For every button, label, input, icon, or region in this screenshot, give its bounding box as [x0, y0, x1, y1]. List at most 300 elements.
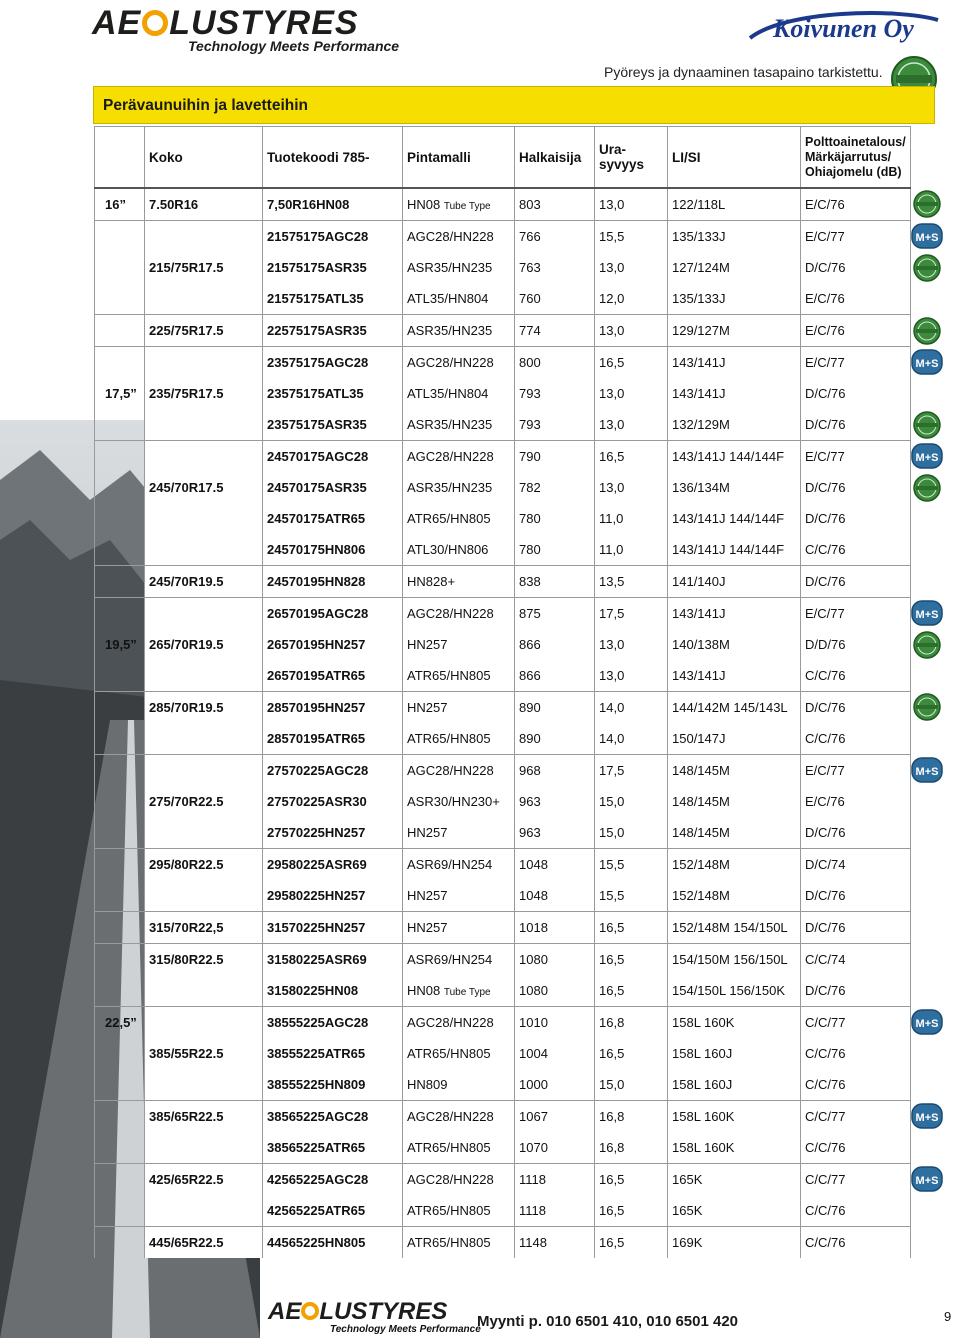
- product-code-cell: 24570175HN806: [263, 534, 403, 566]
- product-code-cell: 31580225HN08: [263, 975, 403, 1007]
- tire-size-cell: [145, 221, 263, 253]
- tread-depth-cell: 16,5: [595, 1227, 668, 1259]
- aeolus-logo: AE LUSTYRES Technology Meets Performance: [92, 4, 400, 54]
- table-row: [95, 441, 943, 473]
- tread-depth-cell: 16,5: [595, 944, 668, 976]
- tread-depth-cell: 14,0: [595, 692, 668, 724]
- product-code-cell: 27570225ASR30: [263, 786, 403, 817]
- pattern-cell: [403, 378, 515, 409]
- product-code-cell: 38555225ATR65: [263, 1038, 403, 1069]
- product-code-cell: 23575175ASR35: [263, 409, 403, 441]
- table-row: [95, 1069, 943, 1101]
- tire-size-cell: 235/75R17.5: [145, 378, 263, 409]
- tread-depth-cell: 13,5: [595, 566, 668, 598]
- diameter-cell: 793: [515, 409, 595, 441]
- pattern-cell: [403, 534, 515, 566]
- svg-text:M+S: M+S: [915, 1018, 939, 1031]
- badge-cell: [911, 1101, 943, 1133]
- pattern-name: ASR35/HN235: [407, 480, 493, 495]
- diameter-cell: 763: [515, 252, 595, 283]
- pattern-name: AGC28/HN228: [407, 229, 494, 244]
- load-speed-cell: 148/145M: [668, 817, 801, 849]
- product-code-cell: 22575175ASR35: [263, 315, 403, 347]
- product-code-cell: 38565225AGC28: [263, 1101, 403, 1133]
- load-speed-cell: 158L 160K: [668, 1132, 801, 1164]
- pattern-name: AGC28/HN228: [407, 1015, 494, 1030]
- eu-label-cell: C/C/76: [801, 534, 911, 566]
- pattern-cell: [403, 1227, 515, 1259]
- eu-label-cell: D/C/76: [801, 252, 911, 283]
- pattern-cell: [403, 755, 515, 787]
- rim-size-cell: [95, 221, 145, 253]
- table-row: [95, 409, 943, 441]
- mud-snow-badge-icon: [911, 600, 943, 626]
- rim-size-cell: [95, 1038, 145, 1069]
- col-rim: [95, 127, 145, 189]
- badge-cell: [911, 755, 943, 787]
- footer-aeolus-logo: AE LUSTYRES Technology Meets Performance: [268, 1298, 481, 1335]
- rim-size-cell: [95, 880, 145, 912]
- pattern-cell: [403, 692, 515, 724]
- eu-label-cell: D/C/76: [801, 880, 911, 912]
- tread-depth-cell: 16,5: [595, 441, 668, 473]
- pattern-cell: [403, 283, 515, 315]
- rim-size-cell: [95, 786, 145, 817]
- badge-cell: [911, 1038, 943, 1069]
- rim-size-cell: [95, 1227, 145, 1259]
- pattern-name: ATR65/HN805: [407, 731, 491, 746]
- approved-badge-icon: [913, 474, 941, 502]
- badge-cell: [911, 723, 943, 755]
- load-speed-cell: 140/138M: [668, 629, 801, 660]
- diameter-cell: 1118: [515, 1164, 595, 1196]
- pattern-name: ATR65/HN805: [407, 1203, 491, 1218]
- partner-name: Koivunen Oy: [773, 14, 914, 43]
- pattern-cell: [403, 723, 515, 755]
- pattern-name: ATL35/HN804: [407, 291, 489, 306]
- eu-label-cell: E/C/76: [801, 786, 911, 817]
- tread-depth-cell: 13,0: [595, 660, 668, 692]
- table-row: [95, 378, 943, 409]
- diameter-cell: 1080: [515, 975, 595, 1007]
- product-code-cell: 24570175ATR65: [263, 503, 403, 534]
- tire-size-cell: 265/70R19.5: [145, 629, 263, 660]
- tread-depth-cell: 16,5: [595, 912, 668, 944]
- table-row: [95, 1101, 943, 1133]
- rim-size-cell: 17,5”: [95, 378, 145, 409]
- pattern-name: ATL30/HN806: [407, 542, 489, 557]
- table-row: [95, 503, 943, 534]
- eu-label-cell: D/C/76: [801, 378, 911, 409]
- rim-size-cell: [95, 723, 145, 755]
- tire-size-cell: [145, 975, 263, 1007]
- tire-size-cell: 225/75R17.5: [145, 315, 263, 347]
- product-code-cell: 31570225HN257: [263, 912, 403, 944]
- badge-cell: [911, 660, 943, 692]
- diameter-cell: 782: [515, 472, 595, 503]
- pattern-cell: [403, 566, 515, 598]
- load-speed-cell: 158L 160K: [668, 1101, 801, 1133]
- eu-label-cell: E/C/77: [801, 221, 911, 253]
- table-row: [95, 786, 943, 817]
- eu-label-cell: D/C/74: [801, 849, 911, 881]
- tire-size-cell: [145, 409, 263, 441]
- tread-depth-cell: 16,8: [595, 1132, 668, 1164]
- tire-size-cell: [145, 660, 263, 692]
- rim-size-cell: [95, 849, 145, 881]
- table-row: [95, 472, 943, 503]
- pattern-cell: [403, 1164, 515, 1196]
- badge-cell: [911, 692, 943, 724]
- product-code-cell: 21575175ATL35: [263, 283, 403, 315]
- product-code-cell: 29580225HN257: [263, 880, 403, 912]
- svg-text:M+S: M+S: [915, 609, 939, 622]
- product-code-cell: 44565225HN805: [263, 1227, 403, 1259]
- rim-size-cell: 19,5”: [95, 629, 145, 660]
- product-code-cell: 23575175AGC28: [263, 347, 403, 379]
- diameter-cell: 1048: [515, 880, 595, 912]
- load-speed-cell: 135/133J: [668, 221, 801, 253]
- approved-badge-icon: [913, 411, 941, 439]
- product-code-cell: 24570175AGC28: [263, 441, 403, 473]
- table-row: [95, 975, 943, 1007]
- badge-cell: [911, 1164, 943, 1196]
- pattern-note: Tube Type: [443, 201, 491, 212]
- table-row: [95, 1227, 943, 1259]
- tire-size-cell: 285/70R19.5: [145, 692, 263, 724]
- eu-label-cell: C/C/74: [801, 944, 911, 976]
- rim-size-cell: [95, 1132, 145, 1164]
- diameter-cell: 1070: [515, 1132, 595, 1164]
- load-speed-cell: 122/118L: [668, 188, 801, 221]
- diameter-cell: 866: [515, 629, 595, 660]
- rim-size-cell: [95, 944, 145, 976]
- pattern-cell: [403, 817, 515, 849]
- diameter-cell: 890: [515, 692, 595, 724]
- pattern-name: ATL35/HN804: [407, 386, 489, 401]
- eu-label-cell: D/C/76: [801, 472, 911, 503]
- load-speed-cell: 129/127M: [668, 315, 801, 347]
- eu-label-cell: C/C/76: [801, 1195, 911, 1227]
- pattern-name: AGC28/HN228: [407, 1172, 494, 1187]
- balance-note: Pyöreys ja dynaaminen tasapaino tarkistettu.: [604, 64, 883, 80]
- badge-cell: [911, 1195, 943, 1227]
- svg-text:M+S: M+S: [915, 1175, 939, 1188]
- tire-size-cell: [145, 1007, 263, 1039]
- tire-size-cell: 425/65R22.5: [145, 1164, 263, 1196]
- pattern-name: ASR69/HN254: [407, 857, 493, 872]
- table-row: [95, 660, 943, 692]
- approved-badge-icon: [913, 317, 941, 345]
- tire-size-cell: 295/80R22.5: [145, 849, 263, 881]
- eu-label-cell: E/C/77: [801, 441, 911, 473]
- pattern-name: ASR35/HN235: [407, 260, 493, 275]
- diameter-cell: 838: [515, 566, 595, 598]
- tire-size-cell: [145, 534, 263, 566]
- diameter-cell: 1018: [515, 912, 595, 944]
- pattern-cell: [403, 1132, 515, 1164]
- diameter-cell: 803: [515, 188, 595, 221]
- load-speed-cell: 143/141J: [668, 378, 801, 409]
- tire-size-cell: [145, 817, 263, 849]
- pattern-name: ATR65/HN805: [407, 1140, 491, 1155]
- pattern-name: ATR65/HN805: [407, 1235, 491, 1250]
- tread-depth-cell: 14,0: [595, 723, 668, 755]
- eu-label-cell: D/C/76: [801, 409, 911, 441]
- pattern-name: ATR65/HN805: [407, 668, 491, 683]
- pattern-name: HN08: [407, 197, 441, 212]
- pattern-name: ASR35/HN235: [407, 323, 493, 338]
- rim-size-cell: [95, 472, 145, 503]
- diameter-cell: 1000: [515, 1069, 595, 1101]
- diameter-cell: 875: [515, 598, 595, 630]
- pattern-cell: [403, 252, 515, 283]
- load-speed-cell: 158L 160J: [668, 1038, 801, 1069]
- diameter-cell: 1148: [515, 1227, 595, 1259]
- rim-size-cell: 16”: [95, 188, 145, 221]
- tire-size-cell: 315/80R22.5: [145, 944, 263, 976]
- load-speed-cell: 143/141J: [668, 347, 801, 379]
- table-row: [95, 566, 943, 598]
- tread-depth-cell: 12,0: [595, 283, 668, 315]
- tire-size-cell: 445/65R22.5: [145, 1227, 263, 1259]
- load-speed-cell: 143/141J 144/144F: [668, 503, 801, 534]
- diameter-cell: 800: [515, 347, 595, 379]
- pattern-cell: [403, 598, 515, 630]
- load-speed-cell: 143/141J: [668, 660, 801, 692]
- pattern-name: AGC28/HN228: [407, 606, 494, 621]
- badge-cell: [911, 347, 943, 379]
- diameter-cell: 1067: [515, 1101, 595, 1133]
- product-code-cell: 42565225AGC28: [263, 1164, 403, 1196]
- pattern-note: Tube Type: [443, 987, 491, 998]
- product-code-cell: 28570195ATR65: [263, 723, 403, 755]
- product-code-cell: 21575175AGC28: [263, 221, 403, 253]
- pattern-cell: [403, 786, 515, 817]
- approved-badge-icon: [913, 190, 941, 218]
- eu-label-cell: C/C/77: [801, 1164, 911, 1196]
- diameter-cell: 774: [515, 315, 595, 347]
- table-header-row: [95, 127, 943, 189]
- load-speed-cell: 152/148M 154/150L: [668, 912, 801, 944]
- pattern-name: ASR30/HN230+: [407, 794, 500, 809]
- badge-cell: [911, 786, 943, 817]
- product-code-cell: 27570225HN257: [263, 817, 403, 849]
- tread-depth-cell: 17,5: [595, 755, 668, 787]
- svg-text:M+S: M+S: [915, 766, 939, 779]
- pattern-cell: [403, 441, 515, 473]
- eu-label-cell: E/C/76: [801, 188, 911, 221]
- rim-size-cell: [95, 692, 145, 724]
- pattern-cell: [403, 503, 515, 534]
- diameter-cell: 968: [515, 755, 595, 787]
- load-speed-cell: 169K: [668, 1227, 801, 1259]
- table-row: [95, 912, 943, 944]
- tire-size-cell: [145, 723, 263, 755]
- rim-size-cell: [95, 534, 145, 566]
- tread-depth-cell: 16,8: [595, 1007, 668, 1039]
- diameter-cell: 760: [515, 283, 595, 315]
- eu-label-cell: C/C/76: [801, 1069, 911, 1101]
- col-halkaisija: Halkaisija: [515, 127, 595, 189]
- badge-cell: [911, 441, 943, 473]
- product-code-cell: 38555225AGC28: [263, 1007, 403, 1039]
- load-speed-cell: 152/148M: [668, 880, 801, 912]
- product-code-cell: 28570195HN257: [263, 692, 403, 724]
- svg-text:M+S: M+S: [915, 452, 939, 465]
- pattern-cell: [403, 849, 515, 881]
- eu-label-cell: C/C/76: [801, 723, 911, 755]
- badge-cell: [911, 409, 943, 441]
- table-row: [95, 1195, 943, 1227]
- diameter-cell: 1010: [515, 1007, 595, 1039]
- approved-badge-icon: [913, 631, 941, 659]
- page-number: 9: [944, 1309, 952, 1324]
- diameter-cell: 963: [515, 817, 595, 849]
- rim-size-cell: [95, 660, 145, 692]
- pattern-cell: [403, 660, 515, 692]
- pattern-name: ATR65/HN805: [407, 511, 491, 526]
- pattern-name: HN828+: [407, 574, 456, 589]
- product-code-cell: 26570195AGC28: [263, 598, 403, 630]
- pattern-name: HN257: [407, 825, 448, 840]
- eu-label-cell: E/C/77: [801, 598, 911, 630]
- rim-size-cell: [95, 1069, 145, 1101]
- pattern-cell: [403, 880, 515, 912]
- col-label: Polttoainetalous/ Märkäjarrutus/ Ohiajomelu (dB): [801, 127, 911, 189]
- col-code: Tuotekoodi 785-: [263, 127, 403, 189]
- table-row: [95, 817, 943, 849]
- badge-cell: [911, 817, 943, 849]
- tire-size-cell: 245/70R19.5: [145, 566, 263, 598]
- badge-cell: [911, 252, 943, 283]
- product-code-cell: 27570225AGC28: [263, 755, 403, 787]
- badge-cell: [911, 221, 943, 253]
- tread-depth-cell: 13,0: [595, 629, 668, 660]
- load-speed-cell: 165K: [668, 1164, 801, 1196]
- pattern-cell: [403, 1038, 515, 1069]
- mud-snow-badge-icon: [911, 443, 943, 469]
- load-speed-cell: 158L 160J: [668, 1069, 801, 1101]
- load-speed-cell: 132/129M: [668, 409, 801, 441]
- table-row: [95, 598, 943, 630]
- tread-depth-cell: 16,5: [595, 975, 668, 1007]
- tire-size-cell: [145, 1069, 263, 1101]
- eu-label-cell: D/C/76: [801, 566, 911, 598]
- load-speed-cell: 136/134M: [668, 472, 801, 503]
- eu-label-cell: D/C/76: [801, 975, 911, 1007]
- tread-depth-cell: 13,0: [595, 472, 668, 503]
- table-row: [95, 1164, 943, 1196]
- rim-size-cell: [95, 1195, 145, 1227]
- eu-label-cell: D/C/76: [801, 912, 911, 944]
- pattern-cell: [403, 347, 515, 379]
- tire-size-cell: [145, 441, 263, 473]
- tread-depth-cell: 13,0: [595, 378, 668, 409]
- tire-size-cell: [145, 503, 263, 534]
- badge-cell: [911, 912, 943, 944]
- tread-depth-cell: 16,5: [595, 1164, 668, 1196]
- tire-size-cell: [145, 880, 263, 912]
- product-code-cell: 42565225ATR65: [263, 1195, 403, 1227]
- load-speed-cell: 144/142M 145/143L: [668, 692, 801, 724]
- eu-label-cell: C/C/76: [801, 1132, 911, 1164]
- rim-size-cell: [95, 252, 145, 283]
- badge-cell: [911, 975, 943, 1007]
- svg-text:M+S: M+S: [915, 358, 939, 371]
- col-pattern: Pintamalli: [403, 127, 515, 189]
- load-speed-cell: 141/140J: [668, 566, 801, 598]
- rim-size-cell: [95, 315, 145, 347]
- tread-depth-cell: 15,0: [595, 817, 668, 849]
- eu-label-cell: D/D/76: [801, 629, 911, 660]
- tread-depth-cell: 13,0: [595, 315, 668, 347]
- table-row: [95, 221, 943, 253]
- product-code-cell: 21575175ASR35: [263, 252, 403, 283]
- table-row: [95, 692, 943, 724]
- pattern-name: ATR65/HN805: [407, 1046, 491, 1061]
- mud-snow-badge-icon: [911, 757, 943, 783]
- eu-label-cell: C/C/76: [801, 660, 911, 692]
- product-code-cell: 7,50R16HN08: [263, 188, 403, 221]
- rim-size-cell: [95, 503, 145, 534]
- diameter-cell: 780: [515, 534, 595, 566]
- pattern-cell: [403, 1101, 515, 1133]
- tire-size-cell: 275/70R22.5: [145, 786, 263, 817]
- tire-size-cell: 7.50R16: [145, 188, 263, 221]
- load-speed-cell: 158L 160K: [668, 1007, 801, 1039]
- product-code-cell: 38565225ATR65: [263, 1132, 403, 1164]
- eu-label-cell: E/C/77: [801, 755, 911, 787]
- badge-cell: [911, 503, 943, 534]
- eu-label-cell: C/C/77: [801, 1007, 911, 1039]
- tread-depth-cell: 16,5: [595, 1038, 668, 1069]
- badge-cell: [911, 534, 943, 566]
- mud-snow-badge-icon: [911, 1103, 943, 1129]
- load-speed-cell: 143/141J 144/144F: [668, 441, 801, 473]
- load-speed-cell: 127/124M: [668, 252, 801, 283]
- pattern-name: ASR69/HN254: [407, 952, 493, 967]
- pattern-name: HN257: [407, 888, 448, 903]
- col-ura: Ura-syvyys: [595, 127, 668, 189]
- tread-depth-cell: 13,0: [595, 252, 668, 283]
- eu-label-cell: E/C/76: [801, 315, 911, 347]
- diameter-cell: 1048: [515, 849, 595, 881]
- eu-label-cell: C/C/76: [801, 1227, 911, 1259]
- diameter-cell: 866: [515, 660, 595, 692]
- load-speed-cell: 143/141J: [668, 598, 801, 630]
- pattern-name: AGC28/HN228: [407, 1109, 494, 1124]
- load-speed-cell: 152/148M: [668, 849, 801, 881]
- table-row: [95, 944, 943, 976]
- brand-tagline: Technology Meets Performance: [188, 38, 400, 54]
- eu-label-cell: E/C/77: [801, 347, 911, 379]
- diameter-cell: 790: [515, 441, 595, 473]
- eu-label-cell: D/C/76: [801, 503, 911, 534]
- rim-size-cell: [95, 347, 145, 379]
- diameter-cell: 780: [515, 503, 595, 534]
- badge-cell: [911, 1007, 943, 1039]
- pattern-name: HN257: [407, 637, 448, 652]
- rim-size-cell: [95, 975, 145, 1007]
- tire-size-cell: [145, 283, 263, 315]
- rim-size-cell: [95, 441, 145, 473]
- badge-cell: [911, 315, 943, 347]
- rim-size-cell: [95, 566, 145, 598]
- table-row: [95, 629, 943, 660]
- rim-size-cell: [95, 283, 145, 315]
- load-speed-cell: 143/141J 144/144F: [668, 534, 801, 566]
